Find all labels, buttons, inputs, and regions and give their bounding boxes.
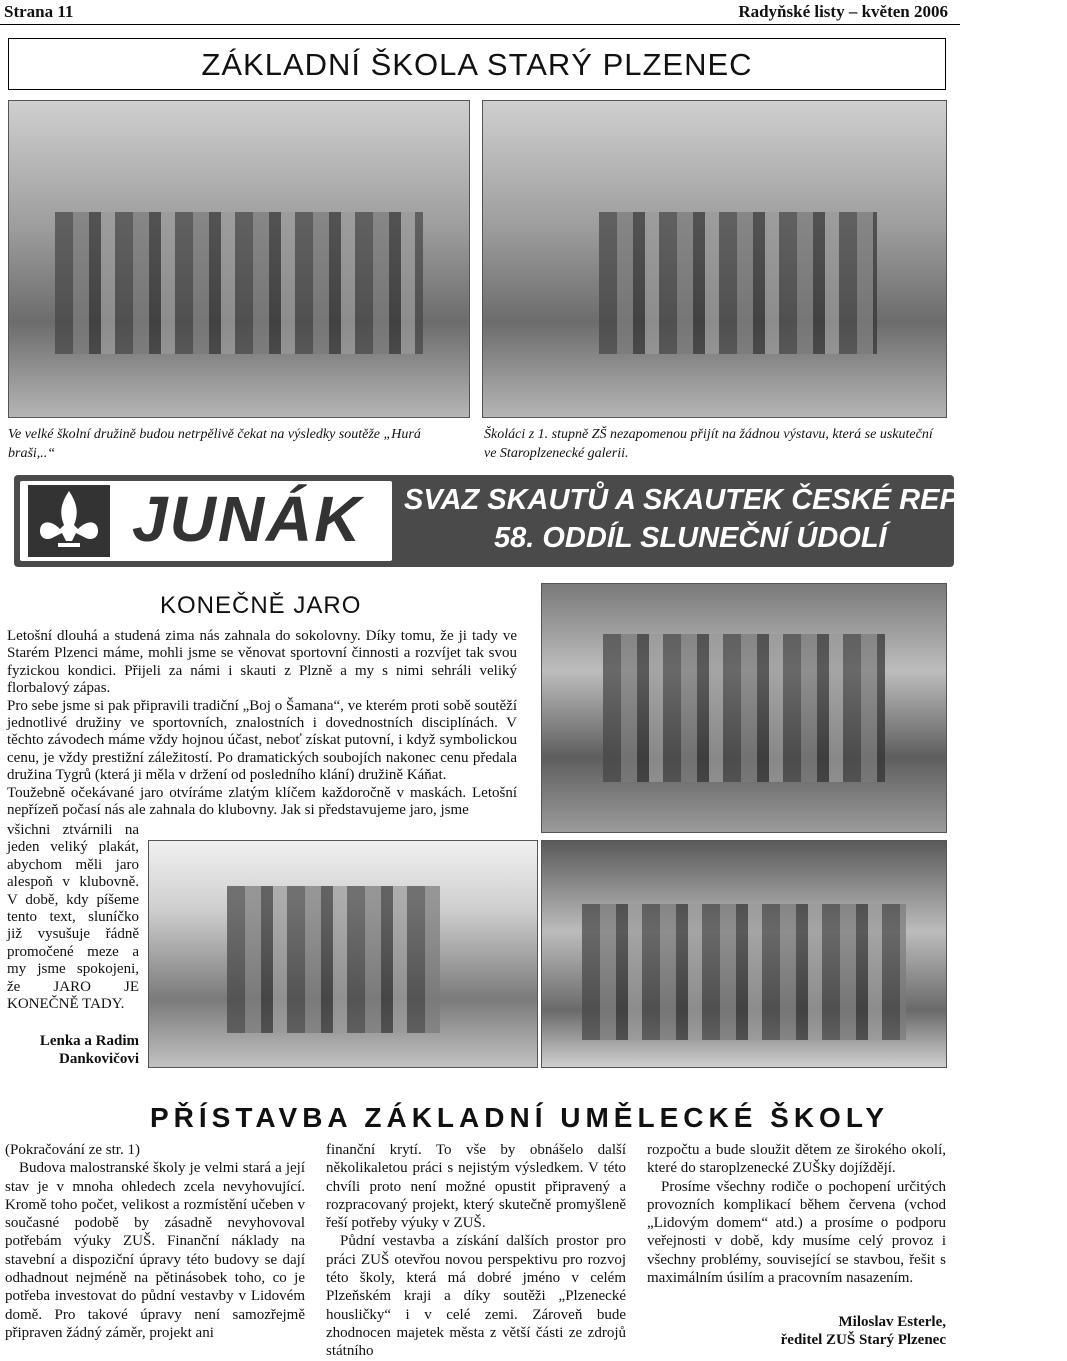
article2-col2	[326, 1141, 626, 1361]
caption-right: Školáci z 1. stupně ZŠ nezapomenou přijít na žádnou výstavu, která se uskuteční ve Staroplzenecké galerii.	[484, 427, 933, 461]
junak-wordmark: JUNÁK	[132, 483, 363, 555]
article2-col3-para2: Prosíme všechny rodiče o pochopení určitých provozních komplikací během červena (vchod „Lidovým domem“ atd.) a prosíme o podporu veřejnosti v době, kdy musíme celý provoz i všechny problémy, související se stavbou, řešit s maximálním úsilím a pracovním nasazením.	[647, 1178, 946, 1287]
junak-org-line2: 58. ODDÍL SLUNEČNÍ ÚDOLÍ	[494, 522, 887, 554]
article2-col1	[5, 1141, 305, 1342]
article2-col2-para1: finanční krytí. To vše by obnášelo další několikaletou práci s nejistým výsledkem. V této chvíli proto není možné opustit připravený a rozpracovaný projekt, který skutečně promyšleně řeší potřeby výuky v ZUŠ.	[326, 1142, 626, 1232]
photo-gallery-visit	[482, 100, 947, 418]
article2-col1-para: Budova malostranské školy je velmi stará a její stav je v mnoha ohledech zcela nevyhovující. Kromě toho počet, velikost a rozmístění učeben v současné podobě by zásadně nevyhovoval potřebám výuky ZUŠ. Finanční náklady na stavební a dispoziční úpravy této budovy se dají odhadnout nejméně na pětinásobek toho, co je potřeba investovat do půdní vestavby v Lidovém domě. Pro takové úpravy není samozřejmě připraven žádný záměr, projekt ani	[5, 1160, 305, 1341]
page-number: Strana 11	[4, 2, 74, 21]
photo-school-club	[8, 100, 470, 418]
article1-narrow	[7, 822, 139, 1013]
article1-para2: Pro sebe jsme si pak připravili tradiční „Boj o Šamana“, ve kterém proti sobě soutěží jednotlivé družiny ve sportovních, znalostních i dovednostních disciplínách. V těchto závodech máme vždy hojnou účast, neboť získat putovní, i když symbolickou cenu, je vždy prestižní záležitostí. Po dramatických soubojích nakonec cenu předala družina Tygrů (která ji měla v držení od posledního klání) družině Káňat.	[7, 697, 517, 784]
article1-author2: Dankovičovi	[58, 1051, 139, 1067]
article2-continuation: (Pokračování ze str. 1)	[5, 1142, 140, 1158]
photo-spring-masks	[541, 840, 947, 1068]
article2-col2-para2: Půdní vestavba a získání dalších prostor pro práci ZUŠ otevřou novou perspektivu pro rozvoj této školy, která má dobré jméno v celém Plzeňském kraji a díky soutěži „Plzenecké housličky“ i v celé zemi. Zároveň bude zhodnocen majetek města z větší části ze zdrojů státního	[326, 1233, 626, 1360]
article1-para3: Toužebně očekávané jaro otvíráme zlatým klíčem každoročně v maskách. Letošní nepřízeň počasí nás ale zahnala do klubovny. Jak si představujeme jaro, jsme	[7, 784, 517, 819]
photo-scouts-game	[148, 840, 538, 1068]
header-divider	[0, 24, 960, 25]
publication-title: Radyňské listy – květen 2006	[738, 2, 948, 21]
school-title-box	[8, 38, 946, 90]
article1-para1: Letošní dlouhá a studená zima nás zahnala do sokolovny. Díky tomu, že ji tady ve Starém Plzenci máme, mohli jsme se věnovat sportovní činnosti a rozvíjet tak svou fyzickou kondici. Přijeli za námi i skauti z Plzně a my s nimi sehráli veliký florbalový zápas.	[7, 628, 517, 697]
junak-org-line1: SVAZ SKAUTŮ A SKAUTEK ČESKÉ REPUBLIKY	[404, 484, 1067, 516]
article2-col3-para1: rozpočtu a bude sloužit dětem ze širokého okolí, které do staroplzenecké ZUŠky dojíždějí.	[647, 1142, 946, 1177]
school-title: ZÁKLADNÍ ŠKOLA STARÝ PLZENEC	[201, 47, 753, 82]
article1-signature	[7, 1032, 139, 1068]
fleur-de-lis-icon	[28, 485, 110, 557]
article1-body	[7, 628, 517, 819]
article1-author1: Lenka a Radim	[39, 1033, 139, 1049]
article2-author-role: ředitel ZUŠ Starý Plzenec	[780, 1332, 946, 1348]
article2-author-name: Miloslav Esterle,	[838, 1314, 946, 1330]
junak-banner	[14, 475, 1067, 567]
article2-col3	[647, 1141, 946, 1287]
article1-title: KONEČNĚ JARO	[160, 592, 362, 619]
article2-signature	[647, 1313, 946, 1349]
article2-title: PŘÍSTAVBA ZÁKLADNÍ UMĚLECKÉ ŠKOLY	[150, 1102, 890, 1133]
caption-left: Ve velké školní družině budou netrpělivě čekat na výsledky soutěže „Hurá braši,..“	[8, 427, 421, 461]
article1-para4: všichni ztvárnili na jeden veliký plakát, abychom měli jaro alespoň v klubovně. V době, kdy píšeme tento text, sluníčko již vysušuje řádně promočené meze a my jsme spokojeni, že JARO JE KONEČNĚ TADY.	[7, 822, 139, 1013]
photo-scouts-hall	[541, 583, 947, 833]
